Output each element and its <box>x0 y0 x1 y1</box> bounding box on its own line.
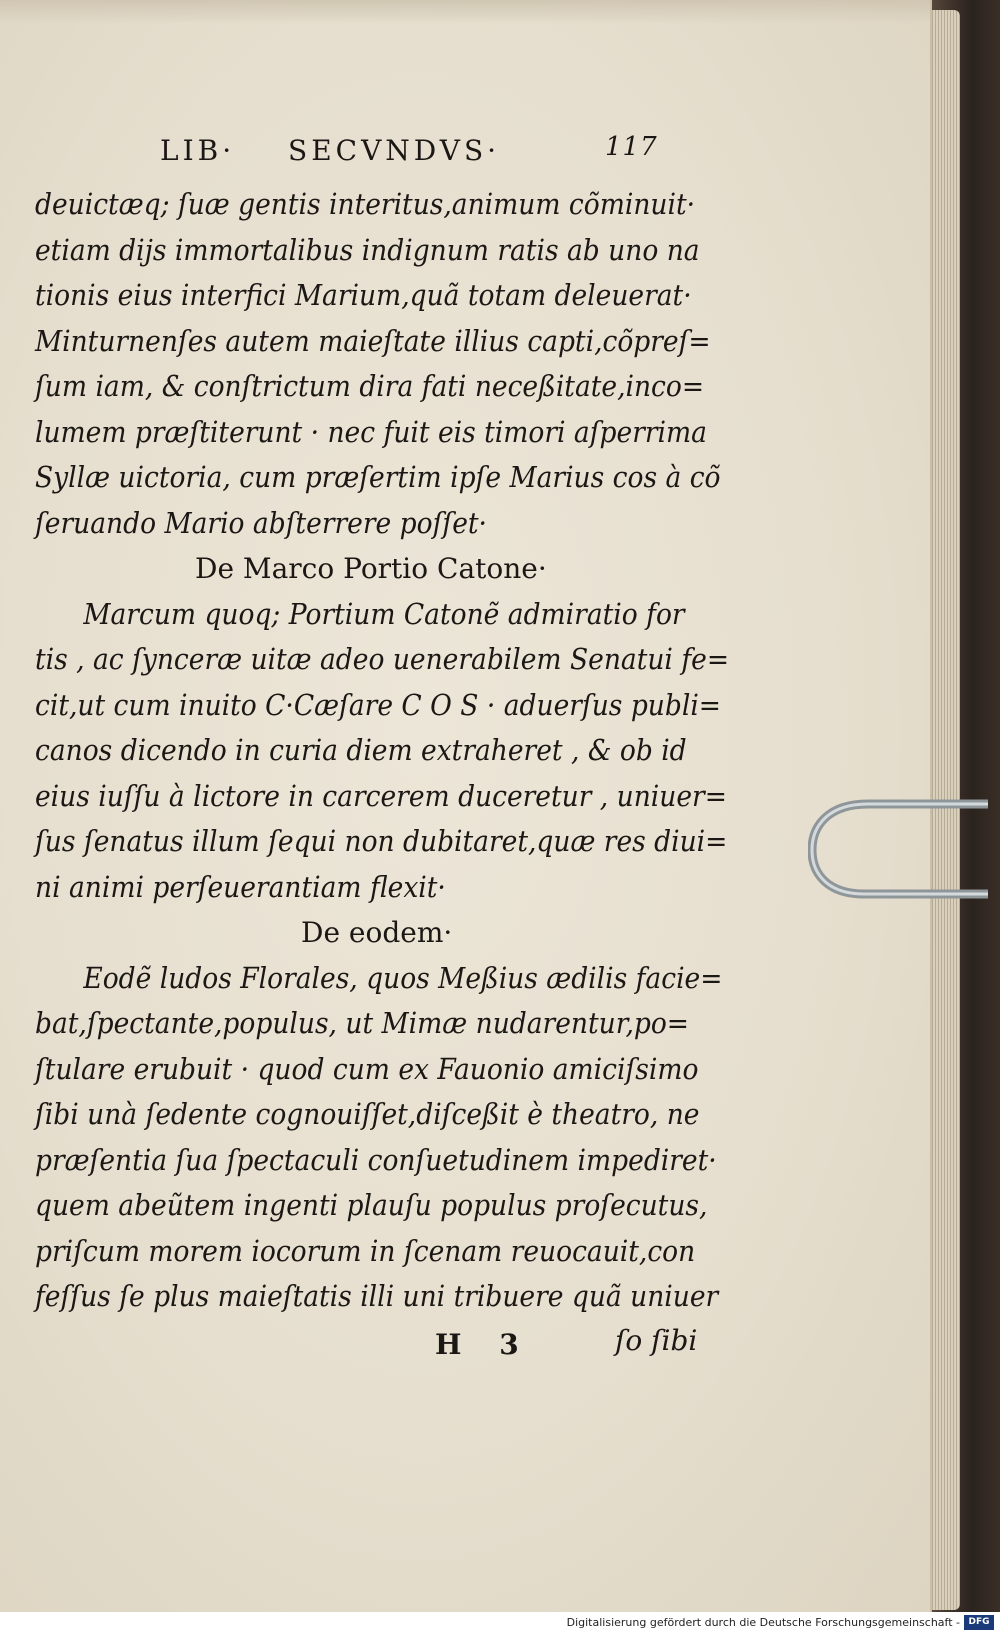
text-line: etiam dijs immortalibus indignum ratis ab uno na <box>35 233 700 267</box>
section-heading-eodem: De eodem· <box>301 916 453 949</box>
digitization-credit-bar <box>0 1612 1000 1635</box>
page-number: 117 <box>605 132 658 162</box>
paragraph-2 <box>35 592 730 911</box>
text-line: ſtulare erubuit · quod cum ex Fauonio amiciſsimo <box>35 1052 699 1086</box>
text-line: ſus ſenatus illum ſequi non dubitaret,quæ res diui= <box>35 825 728 858</box>
text-line: feſſus ſe plus maieſtatis illi uni tribuere quã uniuer <box>35 1280 719 1313</box>
text-line: priſcum morem iocorum in ſcenam reuocauit,con <box>35 1234 696 1268</box>
paragraph-1 <box>35 182 721 546</box>
dfg-logo: DFG <box>964 1615 994 1630</box>
catchword: ſo ſibi <box>615 1323 698 1357</box>
page-footer <box>35 1320 715 1370</box>
text-line: cit,ut cum inuito C·Cæſare C O S · aduerſus publi= <box>35 688 722 722</box>
text-line: Syllæ uictoria, cum præſertim ipſe Marius cos à cõ <box>35 461 721 494</box>
text-line: deuictæq; ſuæ gentis interitus,animum cõminuit· <box>35 188 696 221</box>
text-line: lumem præſtiterunt · nec fuit eis timori aſperrima <box>35 415 707 449</box>
text-line: eius iuſſu à lictore in carcerem duceretur , uniuer= <box>35 779 727 813</box>
text-line: tis , ac ſynceræ uitæ adeo uenerabilem Senatui fe= <box>35 643 730 676</box>
text-line: ſum iam, & conſtrictum dira fati neceßitate,inco= <box>35 370 705 403</box>
text-block <box>35 130 730 1370</box>
page-header <box>35 130 715 182</box>
text-line: Eodẽ ludos Florales, quos Meßius ædilis facie= <box>83 961 723 995</box>
section-heading-cato: De Marco Portio Catone· <box>195 552 547 585</box>
text-line: Minturnenſes autem maieſtate illius capti,cõpreſ= <box>35 324 711 358</box>
text-line: præſentia ſua ſpectaculi conſuetudinem impediret· <box>35 1143 717 1177</box>
text-line: ſibi unà ſedente cognouiſſet,diſceßit è theatro, ne <box>35 1098 700 1131</box>
running-head: LIB· SECVNDVS· <box>160 134 501 167</box>
paper-clip-icon <box>808 790 988 910</box>
signature-mark: H 3 <box>435 1327 533 1361</box>
text-line: canos dicendo in curia diem extraheret , & ob id <box>35 734 687 767</box>
text-line: tionis eius interfici Marium,quã totam deleuerat· <box>35 279 692 312</box>
text-line: bat,ſpectante,populus, ut Mimæ nudarentur,po= <box>35 1007 690 1040</box>
text-line: ni animi perſeuerantiam flexit· <box>35 870 446 904</box>
text-line: Marcum quoq; Portium Catonẽ admiratio for <box>83 597 685 631</box>
paragraph-3 <box>35 956 723 1320</box>
text-line: ſeruando Mario abſterrere poſſet· <box>35 506 487 540</box>
top-shadow <box>0 0 930 24</box>
text-line: quem abeũtem ingenti plauſu populus proſecutus, <box>35 1189 708 1222</box>
credit-text: Digitalisierung gefördert durch die Deutsche Forschungsgemeinschaft - <box>566 1616 960 1629</box>
